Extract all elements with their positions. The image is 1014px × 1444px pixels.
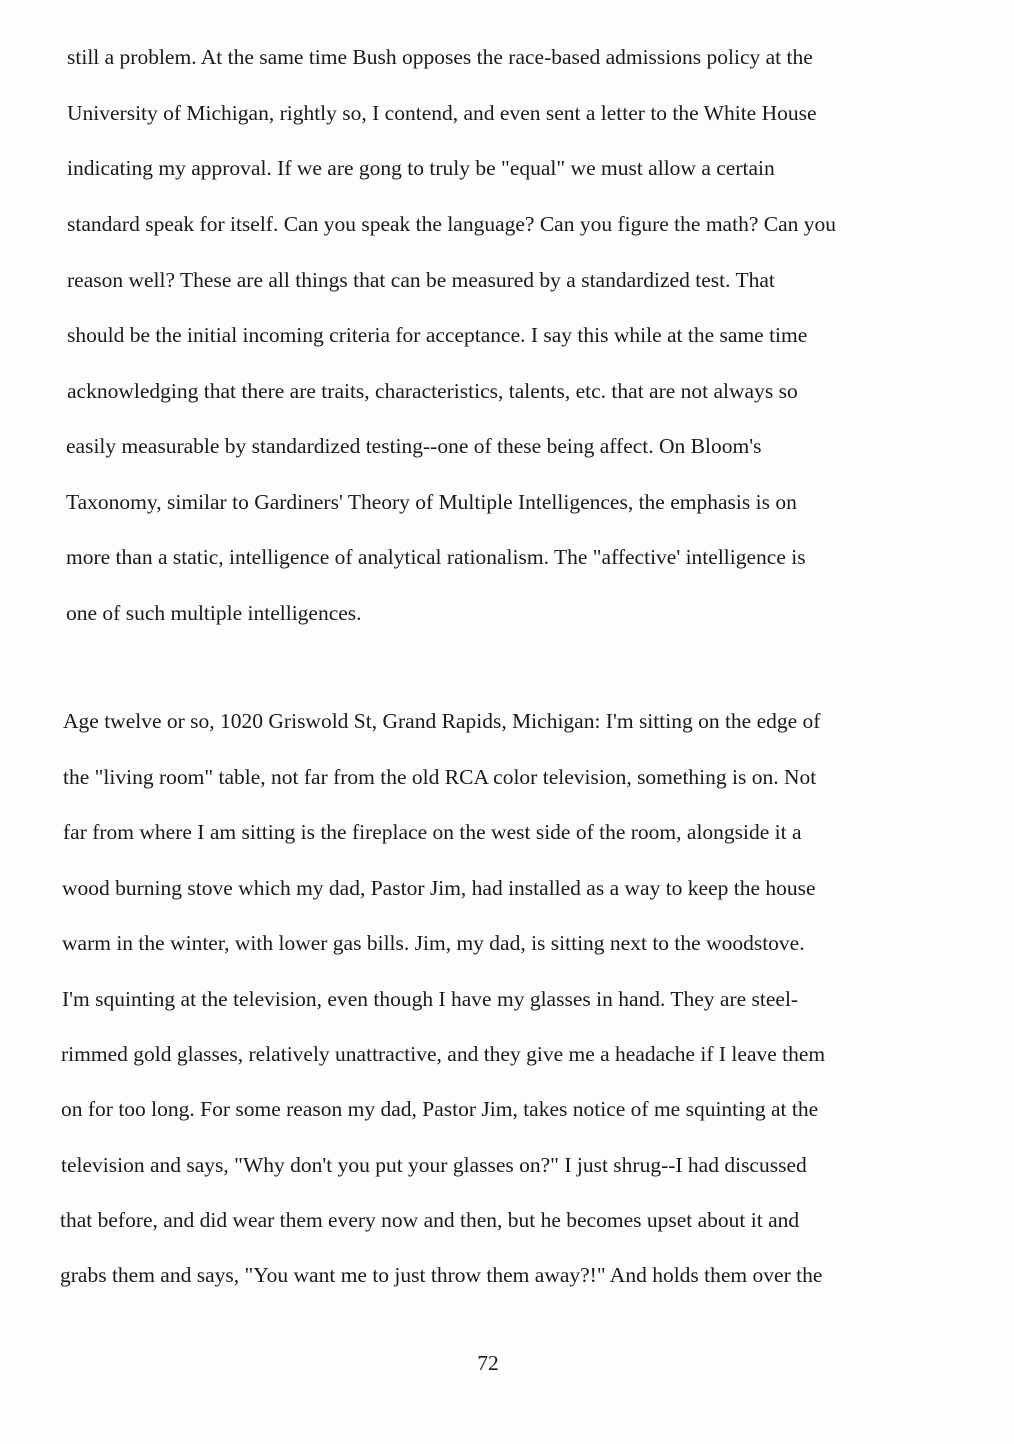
- text-line: wood burning stove which my dad, Pastor Jim, had installed as a way to keep the house: [62, 876, 816, 900]
- page-number: 72: [477, 1351, 499, 1375]
- text-line: still a problem. At the same time Bush opposes the race-based admissions policy at the: [67, 45, 813, 69]
- text-line: should be the initial incoming criteria for acceptance. I say this while at the same time: [67, 323, 808, 347]
- text-line: University of Michigan, rightly so, I contend, and even sent a letter to the White House: [67, 101, 817, 125]
- text-line: reason well? These are all things that can be measured by a standardized test. That: [67, 268, 775, 292]
- text-line: warm in the winter, with lower gas bills. Jim, my dad, is sitting next to the woodstove.: [62, 931, 805, 955]
- text-line: more than a static, intelligence of analytical rationalism. The "affective' intelligence is: [66, 545, 806, 569]
- text-line: standard speak for itself. Can you speak the language? Can you figure the math? Can you: [67, 212, 836, 236]
- text-line: one of such multiple intelligences.: [66, 601, 362, 625]
- text-line: acknowledging that there are traits, characteristics, talents, etc. that are not always so: [67, 379, 798, 403]
- text-line: that before, and did wear them every now and then, but he becomes upset about it and: [60, 1208, 800, 1232]
- text-line: rimmed gold glasses, relatively unattractive, and they give me a headache if I leave them: [61, 1042, 826, 1066]
- text-line: Age twelve or so, 1020 Griswold St, Grand Rapids, Michigan: I'm sitting on the edge of: [63, 709, 821, 733]
- text-line: easily measurable by standardized testing--one of these being affect. On Bloom's: [66, 434, 762, 458]
- text-line: television and says, "Why don't you put your glasses on?" I just shrug--I had discussed: [61, 1153, 807, 1177]
- text-line: I'm squinting at the television, even though I have my glasses in hand. They are steel-: [62, 987, 799, 1011]
- text-line: the "living room" table, not far from the old RCA color television, something is on. Not: [63, 765, 817, 789]
- text-line: far from where I am sitting is the fireplace on the west side of the room, alongside it a: [63, 820, 802, 844]
- text-line: indicating my approval. If we are gong to truly be "equal" we must allow a certain: [67, 156, 775, 180]
- text-line: grabs them and says, "You want me to just throw them away?!" And holds them over the: [60, 1263, 823, 1287]
- text-line: on for too long. For some reason my dad, Pastor Jim, takes notice of me squinting at the: [61, 1097, 819, 1121]
- text-line: Taxonomy, similar to Gardiners' Theory of Multiple Intelligences, the emphasis is on: [66, 490, 797, 514]
